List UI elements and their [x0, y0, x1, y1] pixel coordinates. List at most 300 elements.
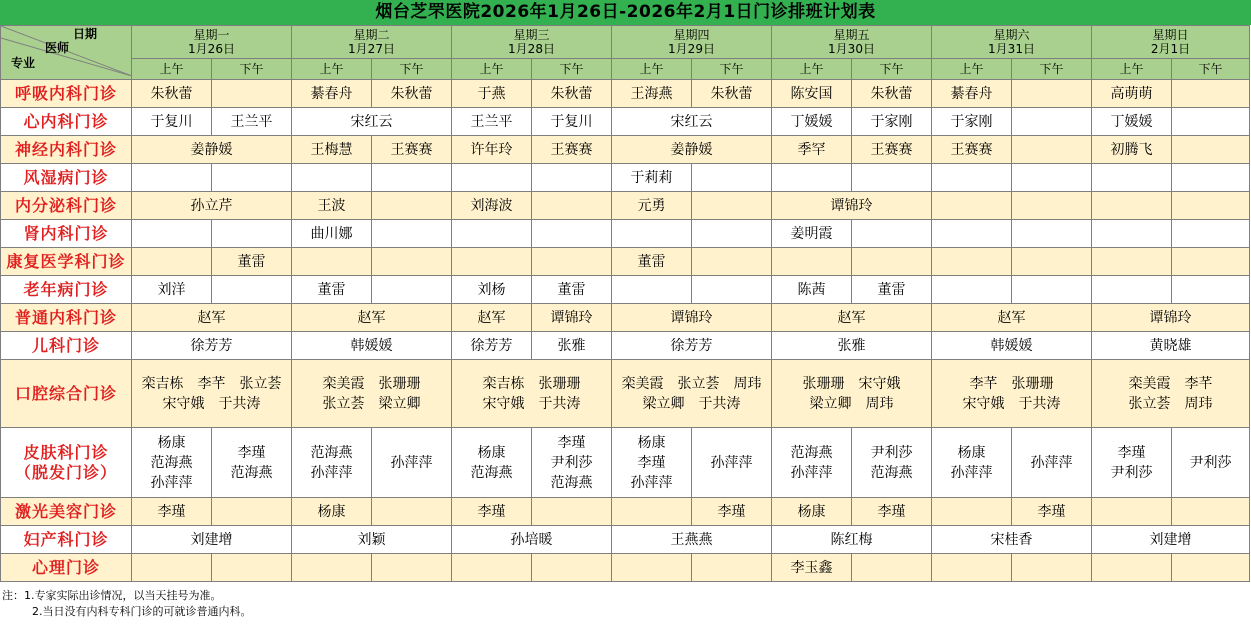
- doctor-name: 杨康: [317, 503, 346, 520]
- schedule-cell: [932, 276, 1012, 304]
- day-header: [1092, 26, 1250, 59]
- schedule-cell: [692, 192, 772, 220]
- schedule-cell: [292, 526, 452, 554]
- schedule-cell: [132, 332, 292, 360]
- doctor-name: 孙立芹: [190, 197, 233, 214]
- doctor-name: 李玉鑫: [790, 559, 833, 576]
- doctor-name: 孙培暖: [510, 531, 553, 548]
- schedule-cell: [1172, 136, 1250, 164]
- schedule-cell: [852, 108, 932, 136]
- period-pm: 下午: [852, 59, 932, 80]
- schedule-cell: [1012, 136, 1092, 164]
- doctor-name: 孙萍萍: [630, 474, 673, 491]
- schedule-cell: [612, 220, 692, 248]
- schedule-cell: [292, 164, 372, 192]
- schedule-cell: [452, 192, 532, 220]
- doctor-name: 元勇: [637, 197, 666, 214]
- department-name-line: 康复医学科门诊: [6, 251, 126, 271]
- doctor-name: 张雅: [557, 337, 586, 354]
- schedule-cell: [132, 136, 292, 164]
- schedule-cell: [532, 220, 612, 248]
- table-row: [1, 554, 1250, 582]
- department-name-line: 呼吸内科门诊: [14, 83, 117, 103]
- schedule-cell: [852, 80, 932, 108]
- period-am: 上午: [452, 59, 532, 80]
- doctor-name: 曲川娜: [310, 225, 353, 242]
- doctor-name: 于复川: [550, 113, 593, 130]
- schedule-cell: [692, 428, 772, 498]
- doctor-name: 刘杨: [477, 281, 506, 298]
- doctor-name: 杨康: [957, 444, 986, 461]
- table-row: [1, 276, 1250, 304]
- period-pm: 下午: [1172, 59, 1250, 80]
- department-name: [1, 498, 132, 526]
- doctor-name: 李瑾: [557, 434, 586, 451]
- doctor-name: 韩媛媛: [990, 337, 1033, 354]
- schedule-cell: [772, 136, 852, 164]
- schedule-cell: [692, 220, 772, 248]
- doctor-name: 于复川: [150, 113, 193, 130]
- schedule-cell: [1092, 304, 1250, 332]
- day-date: 1月30日: [828, 42, 875, 56]
- table-row: [1, 304, 1250, 332]
- schedule-cell: [932, 248, 1012, 276]
- doctor-name: 赵军: [197, 309, 226, 326]
- schedule-cell: [212, 554, 292, 582]
- doctor-name: 范海燕: [870, 464, 913, 481]
- schedule-cell: [1012, 108, 1092, 136]
- doctor-name: 范海燕: [150, 454, 193, 471]
- doctor-name: 王赛赛: [950, 141, 993, 158]
- schedule-cell: [1012, 192, 1092, 220]
- schedule-cell: [372, 220, 452, 248]
- schedule-cell: [612, 276, 692, 304]
- schedule-cell: [452, 220, 532, 248]
- doctor-name: 范海燕: [470, 464, 513, 481]
- period-am: 上午: [772, 59, 852, 80]
- schedule-cell: [532, 164, 612, 192]
- doctor-name: 栾美霞 张珊珊: [322, 375, 421, 392]
- schedule-cell: [612, 248, 692, 276]
- schedule-cell: [292, 304, 452, 332]
- schedule-cell: [132, 220, 212, 248]
- doctor-name: 綦春舟: [310, 85, 353, 102]
- doctor-name: 王燕燕: [670, 531, 713, 548]
- doctor-name: 朱秋蕾: [390, 85, 433, 102]
- schedule-cell: [1172, 220, 1250, 248]
- doctor-name: 尹利莎: [1189, 454, 1232, 471]
- table-row: [1, 220, 1250, 248]
- schedule-cell: [132, 192, 292, 220]
- doctor-name: 孙萍萍: [310, 464, 353, 481]
- schedule-table: [0, 25, 1250, 582]
- schedule-cell: [292, 220, 372, 248]
- schedule-cell: [852, 164, 932, 192]
- doctor-name: 董雷: [877, 281, 906, 298]
- day-date: 1月31日: [988, 42, 1035, 56]
- schedule-cell: [1092, 526, 1250, 554]
- day-header: [452, 26, 612, 59]
- schedule-cell: [372, 554, 452, 582]
- schedule-cell: [612, 192, 692, 220]
- department-name-line: 老年病门诊: [23, 279, 109, 299]
- schedule-cell: [532, 332, 612, 360]
- schedule-cell: [612, 554, 692, 582]
- doctor-name: 董雷: [237, 253, 266, 270]
- schedule-cell: [532, 136, 612, 164]
- schedule-cell: [1172, 554, 1250, 582]
- schedule-cell: [1092, 332, 1250, 360]
- department-name: [1, 304, 132, 332]
- department-name-line: 儿科门诊: [31, 335, 100, 355]
- schedule-cell: [612, 498, 692, 526]
- department-name: [1, 220, 132, 248]
- schedule-cell: [292, 360, 452, 428]
- schedule-cell: [452, 276, 532, 304]
- schedule-cell: [852, 136, 932, 164]
- doctor-name: 王兰平: [470, 113, 513, 130]
- schedule-cell: [132, 164, 212, 192]
- schedule-cell: [452, 80, 532, 108]
- day-date: 1月27日: [348, 42, 395, 56]
- doctor-name: 栾吉栋 李芊 张立荟: [141, 375, 282, 392]
- schedule-cell: [1172, 498, 1250, 526]
- doctor-name: 李瑾: [637, 454, 666, 471]
- department-name: [1, 332, 132, 360]
- doctor-name: 尹利莎: [550, 454, 593, 471]
- schedule-cell: [132, 360, 292, 428]
- doctor-name: 孙萍萍: [710, 454, 753, 471]
- day-header: [292, 26, 452, 59]
- schedule-cell: [132, 248, 212, 276]
- schedule-cell: [692, 276, 772, 304]
- schedule-cell: [1172, 248, 1250, 276]
- schedule-cell: [612, 164, 692, 192]
- doctor-name: 陈茜: [797, 281, 826, 298]
- schedule-cell: [452, 136, 532, 164]
- day-date: 1月26日: [188, 42, 235, 56]
- table-row: [1, 360, 1250, 428]
- doctor-name: 孙萍萍: [150, 474, 193, 491]
- schedule-cell: [292, 332, 452, 360]
- doctor-name: 刘建增: [1149, 531, 1192, 548]
- schedule-cell: [452, 164, 532, 192]
- schedule-cell: [932, 360, 1092, 428]
- schedule-cell: [772, 332, 932, 360]
- schedule-cell: [612, 526, 772, 554]
- schedule-cell: [452, 332, 532, 360]
- schedule-cell: [292, 554, 372, 582]
- table-row: [1, 526, 1250, 554]
- doctor-name: 宋守娥 于共涛: [162, 395, 261, 412]
- schedule-cell: [1172, 108, 1250, 136]
- schedule-cell: [612, 80, 692, 108]
- doctor-name: 刘颖: [357, 531, 386, 548]
- doctor-name: 杨康: [797, 503, 826, 520]
- doctor-name: 李瑾: [237, 444, 266, 461]
- schedule-cell: [1172, 276, 1250, 304]
- doctor-name: 刘洋: [157, 281, 186, 298]
- schedule-cell: [932, 220, 1012, 248]
- schedule-cell: [212, 108, 292, 136]
- schedule-cell: [932, 80, 1012, 108]
- schedule-cell: [772, 276, 852, 304]
- schedule-cell: [292, 248, 372, 276]
- schedule-cell: [772, 192, 932, 220]
- period-pm: 下午: [532, 59, 612, 80]
- period-pm: 下午: [692, 59, 772, 80]
- doctor-name: 李芊 张珊珊: [969, 375, 1054, 392]
- doctor-name: 宋守娥 于共涛: [482, 395, 581, 412]
- period-am: 上午: [292, 59, 372, 80]
- header-row-periods: [1, 59, 1250, 80]
- schedule-cell: [532, 248, 612, 276]
- schedule-cell: [852, 428, 932, 498]
- schedule-cell: [452, 554, 532, 582]
- schedule-cell: [292, 498, 372, 526]
- schedule-cell: [1172, 80, 1250, 108]
- schedule-cell: [212, 164, 292, 192]
- doctor-name: 谭锦玲: [550, 309, 593, 326]
- schedule-cell: [372, 276, 452, 304]
- doctor-name: 范海燕: [230, 464, 273, 481]
- corner-label-doctor: 医师: [45, 41, 70, 55]
- doctor-name: 杨康: [157, 434, 186, 451]
- schedule-cell: [132, 108, 212, 136]
- doctor-name: 梁立卿 于共涛: [642, 395, 741, 412]
- schedule-cell: [1092, 192, 1172, 220]
- schedule-cell: [852, 220, 932, 248]
- schedule-cell: [1092, 360, 1250, 428]
- schedule-cell: [1092, 220, 1172, 248]
- schedule-cell: [372, 428, 452, 498]
- department-name-line: 心内科门诊: [23, 111, 109, 131]
- schedule-cell: [532, 304, 612, 332]
- schedule-cell: [532, 498, 612, 526]
- schedule-cell: [1092, 428, 1172, 498]
- schedule-cell: [132, 276, 212, 304]
- schedule-cell: [932, 498, 1012, 526]
- table-row: [1, 248, 1250, 276]
- schedule-cell: [452, 498, 532, 526]
- schedule-cell: [932, 164, 1012, 192]
- table-row: [1, 164, 1250, 192]
- schedule-cell: [1012, 428, 1092, 498]
- doctor-name: 孙萍萍: [1030, 454, 1073, 471]
- doctor-name: 宋桂香: [990, 531, 1033, 548]
- doctor-name: 徐芳芳: [670, 337, 713, 354]
- doctor-name: 于家刚: [950, 113, 993, 130]
- table-row: [1, 136, 1250, 164]
- footnote-1: 注：1.专家实际出诊情况，以当天挂号为准。: [2, 589, 222, 602]
- schedule-cell: [212, 498, 292, 526]
- doctor-name: 梁立卿 周玮: [809, 395, 894, 412]
- department-name: [1, 164, 132, 192]
- schedule-cell: [452, 526, 612, 554]
- day-header: [132, 26, 292, 59]
- schedule-cell: [532, 428, 612, 498]
- schedule-cell: [212, 248, 292, 276]
- page-title: 烟台芝罘医院2026年1月26日-2026年2月1日门诊排班计划表: [0, 0, 1251, 25]
- doctor-name: 陈安国: [790, 85, 833, 102]
- schedule-cell: [1092, 276, 1172, 304]
- department-name-line: 皮肤科门诊: [23, 442, 109, 462]
- schedule-cell: [772, 220, 852, 248]
- corner-label-date: 日期: [73, 27, 98, 41]
- doctor-name: 王兰平: [230, 113, 273, 130]
- schedule-cell: [532, 554, 612, 582]
- corner-label-specialty: 专业: [11, 56, 36, 70]
- day-weekday: 星期五: [833, 28, 870, 42]
- schedule-cell: [772, 80, 852, 108]
- schedule-cell: [1092, 164, 1172, 192]
- doctor-name: 宋守娥 于共涛: [962, 395, 1061, 412]
- period-am: 上午: [1092, 59, 1172, 80]
- doctor-name: 陈红梅: [830, 531, 873, 548]
- department-name-line: 肾内科门诊: [23, 223, 109, 243]
- schedule-cell: [212, 428, 292, 498]
- doctor-name: 范海燕: [790, 444, 833, 461]
- schedule-cell: [1172, 428, 1250, 498]
- doctor-name: 朱秋蕾: [150, 85, 193, 102]
- schedule-cell: [212, 276, 292, 304]
- doctor-name: 孙萍萍: [790, 464, 833, 481]
- schedule-cell: [932, 332, 1092, 360]
- schedule-cell: [932, 526, 1092, 554]
- schedule-cell: [772, 526, 932, 554]
- day-date: 2月1日: [1150, 42, 1191, 56]
- doctor-name: 姜明霞: [790, 225, 833, 242]
- schedule-cell: [932, 304, 1092, 332]
- doctor-name: 张雅: [837, 337, 866, 354]
- doctor-name: 孙萍萍: [950, 464, 993, 481]
- schedule-cell: [1092, 80, 1172, 108]
- doctor-name: 李瑾: [877, 503, 906, 520]
- schedule-cell: [372, 164, 452, 192]
- schedule-cell: [132, 554, 212, 582]
- doctor-name: 李瑾: [717, 503, 746, 520]
- schedule-cell: [372, 192, 452, 220]
- doctor-name: 王赛赛: [870, 141, 913, 158]
- schedule-cell: [452, 304, 532, 332]
- schedule-cell: [692, 248, 772, 276]
- day-header: [932, 26, 1092, 59]
- doctor-name: 王梅慧: [310, 141, 353, 158]
- doctor-name: 孙萍萍: [390, 454, 433, 471]
- doctor-name: 刘建增: [190, 531, 233, 548]
- schedule-cell: [292, 192, 372, 220]
- doctor-name: 张立荟 周玮: [1128, 395, 1213, 412]
- doctor-name: 李瑾: [1037, 503, 1066, 520]
- doctor-name: 赵军: [477, 309, 506, 326]
- schedule-cell: [692, 498, 772, 526]
- schedule-cell: [212, 80, 292, 108]
- period-am: 上午: [932, 59, 1012, 80]
- schedule-cell: [772, 428, 852, 498]
- doctor-name: 季罕: [797, 141, 826, 158]
- department-name: [1, 554, 132, 582]
- doctor-name: 张珊珊 宋守娥: [802, 375, 901, 392]
- department-name-line: 妇产科门诊: [23, 529, 109, 549]
- schedule-cell: [612, 136, 772, 164]
- department-name-line: 神经内科门诊: [14, 139, 117, 159]
- schedule-cell: [372, 248, 452, 276]
- period-pm: 下午: [372, 59, 452, 80]
- doctor-name: 朱秋蕾: [710, 85, 753, 102]
- schedule-cell: [372, 136, 452, 164]
- schedule-cell: [932, 136, 1012, 164]
- schedule-cell: [1092, 108, 1172, 136]
- schedule-cell: [772, 360, 932, 428]
- doctor-name: 范海燕: [310, 444, 353, 461]
- schedule-cell: [292, 276, 372, 304]
- schedule-cell: [1012, 498, 1092, 526]
- schedule-cell: [132, 304, 292, 332]
- department-name: [1, 108, 132, 136]
- doctor-name: 黄晓雄: [1149, 337, 1192, 354]
- schedule-cell: [772, 554, 852, 582]
- department-name: [1, 80, 132, 108]
- table-row: [1, 428, 1250, 498]
- doctor-name: 赵军: [837, 309, 866, 326]
- doctor-name: 于莉莉: [630, 169, 673, 186]
- table-row: [1, 80, 1250, 108]
- doctor-name: 綦春舟: [950, 85, 993, 102]
- schedule-cell: [292, 136, 372, 164]
- schedule-cell: [612, 108, 772, 136]
- period-am: 上午: [132, 59, 212, 80]
- schedule-cell: [452, 428, 532, 498]
- schedule-cell: [852, 498, 932, 526]
- schedule-cell: [212, 220, 292, 248]
- department-name: [1, 276, 132, 304]
- day-weekday: 星期一: [193, 28, 230, 42]
- doctor-name: 赵军: [997, 309, 1026, 326]
- period-am: 上午: [612, 59, 692, 80]
- department-name: [1, 360, 132, 428]
- department-name: [1, 428, 132, 498]
- schedule-cell: [132, 428, 212, 498]
- department-name-line: 风湿病门诊: [23, 167, 109, 187]
- department-name-line: 心理门诊: [31, 557, 100, 577]
- doctor-name: 杨康: [637, 434, 666, 451]
- doctor-name: 朱秋蕾: [870, 85, 913, 102]
- schedule-cell: [1092, 136, 1172, 164]
- schedule-cell: [772, 248, 852, 276]
- day-date: 1月29日: [668, 42, 715, 56]
- schedule-cell: [932, 428, 1012, 498]
- schedule-cell: [452, 248, 532, 276]
- schedule-cell: [292, 108, 452, 136]
- schedule-cell: [612, 332, 772, 360]
- schedule-cell: [132, 526, 292, 554]
- day-date: 1月28日: [508, 42, 555, 56]
- department-name-line: （脱发门诊）: [14, 462, 117, 482]
- schedule-cell: [852, 276, 932, 304]
- doctor-name: 于家刚: [870, 113, 913, 130]
- schedule-cell: [692, 80, 772, 108]
- table-row: [1, 498, 1250, 526]
- doctor-name: 李瑾: [157, 503, 186, 520]
- schedule-cell: [692, 164, 772, 192]
- day-weekday: 星期三: [513, 28, 550, 42]
- doctor-name: 谭锦玲: [830, 197, 873, 214]
- schedule-cell: [932, 554, 1012, 582]
- doctor-name: 于燕: [477, 85, 506, 102]
- schedule-cell: [772, 304, 932, 332]
- schedule-cell: [1012, 248, 1092, 276]
- schedule-cell: [452, 360, 612, 428]
